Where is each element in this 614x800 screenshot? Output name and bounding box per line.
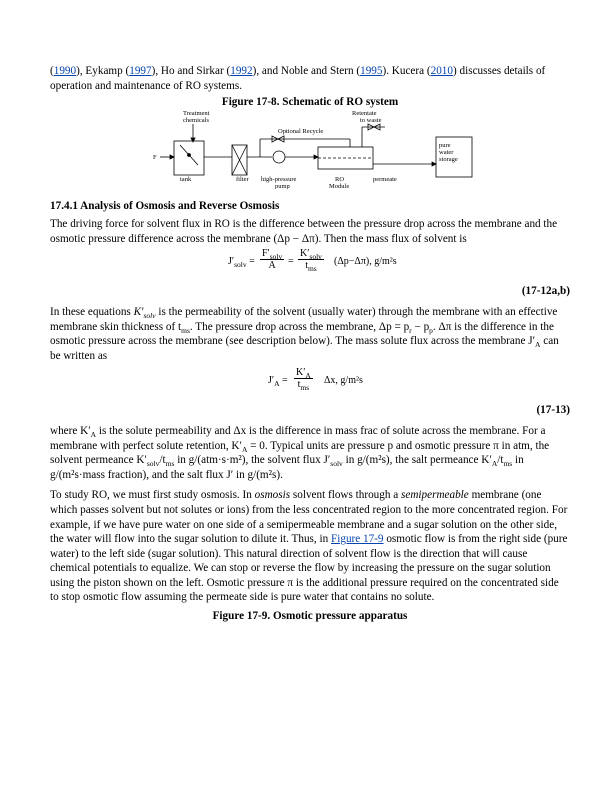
label-to-waste: to waste: [360, 117, 382, 125]
label-pump: pump: [275, 183, 290, 190]
label-water: water: [439, 149, 454, 157]
figure-17-9-link[interactable]: Figure 17-9: [331, 533, 384, 546]
paragraph-driving-force: The driving force for solvent flux in RO is the difference between the pressure drop across the membrane and the osmotic pressure difference across the membrane (Δp − Δπ). Then the mass flux of solvent is: [50, 218, 558, 245]
eq1-f1-den: A: [268, 260, 276, 272]
ref-link-1992[interactable]: 1992: [230, 65, 253, 77]
ref-link-1997[interactable]: 1997: [129, 65, 152, 77]
figure-17-9-caption: Figure 17-9. Osmotic pressure apparatus: [212, 610, 408, 623]
ref-link-2010[interactable]: 2010: [430, 65, 453, 77]
label-module: Module: [329, 183, 350, 190]
label-optional-recycle: Optional Recycle: [278, 128, 324, 136]
label-filter: filter: [236, 176, 249, 184]
equation-17-13: $J'_A$ = $K'_A$ $t_{ms}$ Δx, g/m²s: [268, 367, 363, 393]
eq1-lhs: J′: [228, 256, 235, 268]
page-content: [50, 64, 570, 623]
paragraph-solute-permeability: where $K'_A$ is the solute permeability and Δx is the difference in mass frac of solute across the membrane. For a membrane with perfect solute retention, $K'_A = 0$. Typical units are pressure p and osmotic pressure π in atm, the solvent permeance $K'_{solv}/t_{ms}$ in g/(atm·s·m²), the solvent flux $J'_{solv}$ in g/(m²s), the salt permeance $K'_A/t_{ms}$ in g/(m²s·mass fraction), and the salt flux J′ in g/(m²s).: [50, 424, 550, 481]
paragraph-osmosis: To study RO, we must first study osmosis. In osmosis solvent flows through a semipermeable membrane (one which passes solvent but not solutes or ions) from the less concentrated region to the more concentrated region. For example, if we have pure water on one side of a semipermeable membrane and a sugar solution on the other side, the water will flow into the sugar solution to dilute it. Thus, in Figure 17-9 osmotic flow is from the right side (pure water) to the left side (sugar solution). This natural direction of solvent flow is the direction that will cause chemical potentials to equalize. We can stop or reverse the flow by increasing the pressure on the sugar solution using the piston shown on the left. Osmotic pressure π is the additional pressure required on the concentrated side to stop osmotic flow assuming the permeate side is pure water that contains no solute.: [50, 489, 568, 604]
equation-number-17-12: (17-12a,b): [521, 285, 570, 298]
label-pure: pure: [439, 142, 451, 150]
paragraph-permeability: In these equations $K'_{solv}$ is the permeability of the solvent (usually water) through the membrane with an effective membrane skin thickness of $t_{ms}$. The pressure drop across the membrane, $\Delta p = p_r - p_p$. Δπ is the difference in the osmotic pressure across the membrane (see description below). The mass solute flux across the membrane $J'_A$ can be written as: [50, 305, 559, 362]
label-chemicals: chemicals: [183, 117, 209, 125]
label-permeate: permeate: [373, 176, 397, 184]
eq2-f-den: t: [297, 379, 301, 391]
eq1-tail: (Δp−Δπ), g/m²s: [334, 256, 397, 268]
label-retentate: Retentate: [352, 110, 377, 118]
eq2-f-num: K′: [296, 367, 306, 379]
section-heading: 17.4.1 Analysis of Osmosis and Reverse Osmosis: [50, 200, 280, 213]
label-ro: RO: [335, 176, 345, 184]
eq1-f1-num: F′: [262, 248, 270, 260]
ro-system-schematic: [50, 109, 570, 189]
intro-paragraph: (1990), Eykamp (1997), Ho and Sirkar (1992), and Noble and Stern (1995). Kucera (2010) discusses details of operation and maintenance of RO systems.: [50, 65, 546, 92]
eq1-lhs-sub: solv: [234, 260, 247, 270]
eq2-lhs: J′: [268, 375, 275, 387]
ref-link-1995[interactable]: 1995: [360, 65, 383, 77]
eq1-f2-num: K′: [300, 248, 310, 260]
ref-link-1990[interactable]: 1990: [53, 65, 77, 77]
label-treatment: Treatment: [183, 110, 210, 118]
equation-number-17-13: (17-13): [536, 404, 570, 417]
eq1-f2-den: t: [305, 260, 308, 272]
label-feed: F: [153, 154, 157, 162]
figure-17-8-caption: Figure 17-8. Schematic of RO system: [221, 96, 399, 109]
eq2-tail: Δx, g/m²s: [324, 375, 363, 387]
label-high-pressure: high-pressure: [261, 176, 297, 184]
label-tank: tank: [180, 176, 192, 184]
label-storage: storage: [439, 156, 458, 164]
equation-17-12: $J'_{solv}$ = $F'_{solv}$ A = $K'_{solv}$ $t_{ms}$ (Δp−Δπ), g/m²s: [228, 248, 397, 274]
